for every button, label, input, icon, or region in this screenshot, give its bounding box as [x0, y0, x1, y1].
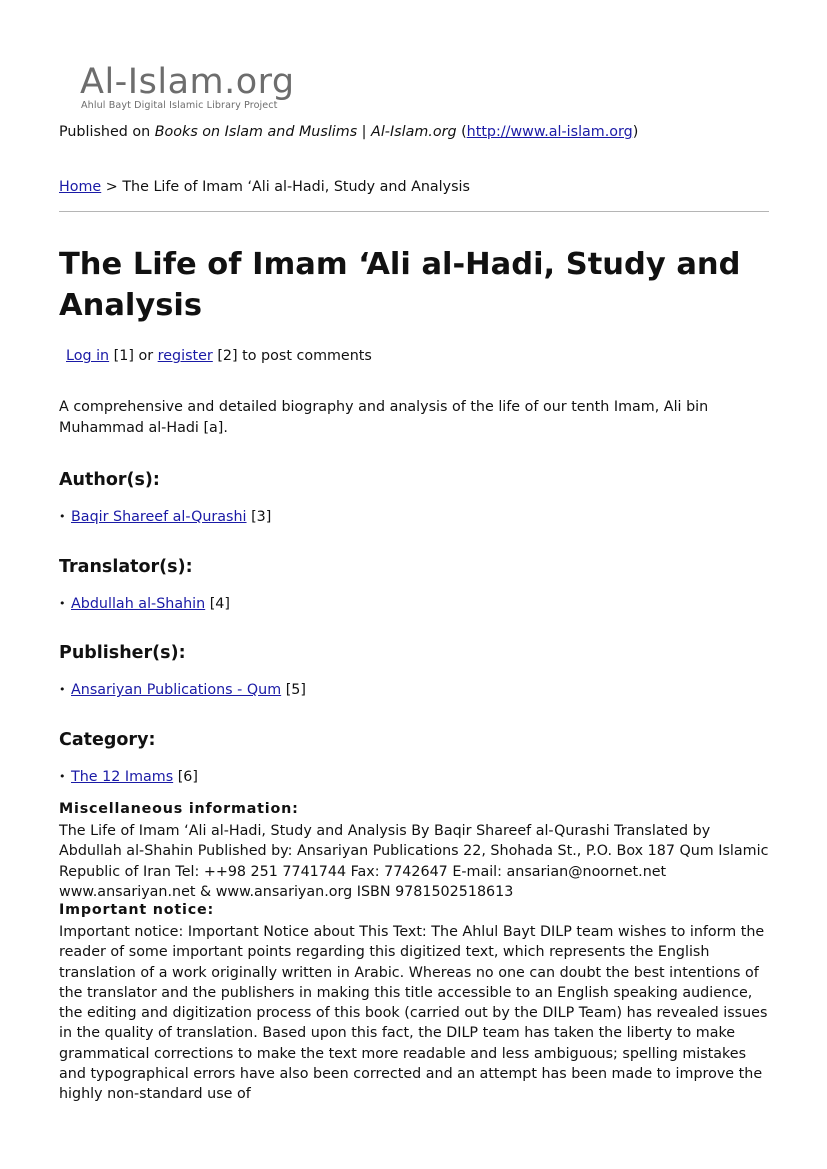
- bullet-icon: •: [59, 770, 66, 783]
- published-prefix: Published on: [59, 124, 151, 140]
- published-site-name: Books on Islam and Muslims | Al-Islam.org: [154, 124, 457, 140]
- translator-item: [59, 596, 230, 612]
- translator-link[interactable]: Abdullah al-Shahin: [71, 596, 206, 612]
- breadcrumb-home-link[interactable]: Home: [59, 179, 102, 195]
- login-link[interactable]: Log in: [66, 348, 110, 364]
- published-line: Published on Books on Islam and Muslims | Al-Islam.org (http://www.al-islam.org): [59, 124, 639, 140]
- author-item: [59, 509, 271, 525]
- misc-info-heading: Miscellaneous information:: [59, 801, 299, 817]
- login-ref: [1]: [113, 348, 134, 364]
- page-title: The Life of Imam ‘Ali al-Hadi, Study and Analysis: [59, 247, 741, 323]
- book-summary: A comprehensive and detailed biography and analysis of the life of our tenth Imam, Ali bin Muhammad al-Hadi [a].: [59, 399, 709, 436]
- breadcrumb-separator: >: [105, 179, 118, 195]
- comments-suffix: to post comments: [242, 348, 372, 364]
- bullet-icon: •: [59, 597, 66, 610]
- category-heading: Category:: [59, 730, 156, 750]
- comment-login-line: [66, 348, 372, 364]
- logo-tagline: Ahlul Bayt Digital Islamic Library Project: [81, 100, 278, 111]
- or-text: or: [138, 348, 154, 364]
- authors-heading: Author(s):: [59, 470, 160, 490]
- translator-ref: [4]: [209, 596, 230, 612]
- register-link[interactable]: register: [157, 348, 213, 364]
- misc-info-body: The Life of Imam ‘Ali al-Hadi, Study and Analysis By Baqir Shareef al-Qurashi Translated by Abdullah al-Shahin Published by: Ansariyan Publications 22, Shohada St., P.O. Box 187 Qum Islamic Republic of Iran Tel: ++98 251 7741744 Fax: 7742647 E-mail: ansarian@noornet.net www.ansariyan.net & www.ansariyan.org ISBN 9781502518613: [59, 823, 769, 900]
- site-logo[interactable]: [80, 62, 320, 120]
- translators-heading: Translator(s):: [59, 557, 193, 577]
- author-ref: [3]: [251, 509, 272, 525]
- bullet-icon: •: [59, 683, 66, 696]
- category-ref: [6]: [177, 769, 198, 785]
- publisher-item: [59, 682, 306, 698]
- breadcrumb-current: The Life of Imam ‘Ali al-Hadi, Study and Analysis: [122, 179, 470, 195]
- category-link[interactable]: The 12 Imams: [71, 769, 174, 785]
- site-url-link[interactable]: http://www.al-islam.org: [466, 124, 633, 140]
- important-notice-heading: Important notice:: [59, 902, 215, 918]
- category-item: [59, 769, 198, 785]
- register-ref: [2]: [217, 348, 238, 364]
- breadcrumb: [59, 179, 470, 195]
- bullet-icon: •: [59, 510, 66, 523]
- publisher-ref: [5]: [285, 682, 306, 698]
- publishers-heading: Publisher(s):: [59, 643, 186, 663]
- publisher-link[interactable]: Ansariyan Publications - Qum: [71, 682, 282, 698]
- header-divider: [59, 211, 769, 212]
- important-notice-body: Important notice: Important Notice about This Text: The Ahlul Bayt DILP team wishes to inform the reader of some important points regarding this digitized text, which represents the English translation of a work originally written in Arabic. Whereas no one can doubt the best intentions of the translator and the publishers in making this title accessible to an English speaking audience, the editing and digitization process of this book (carried out by the DILP Team) has revealed issues in the quality of translation. Based upon this fact, the DILP team has taken the liberty to make grammatical corrections to make the text more readable and less ambiguous; spelling mistakes and typographical errors have also been corrected and an attempt has been made to improve the highly non-standard use of: [59, 924, 768, 1103]
- author-link[interactable]: Baqir Shareef al-Qurashi: [71, 509, 247, 525]
- logo-wordmark: Al-Islam.org: [80, 62, 295, 102]
